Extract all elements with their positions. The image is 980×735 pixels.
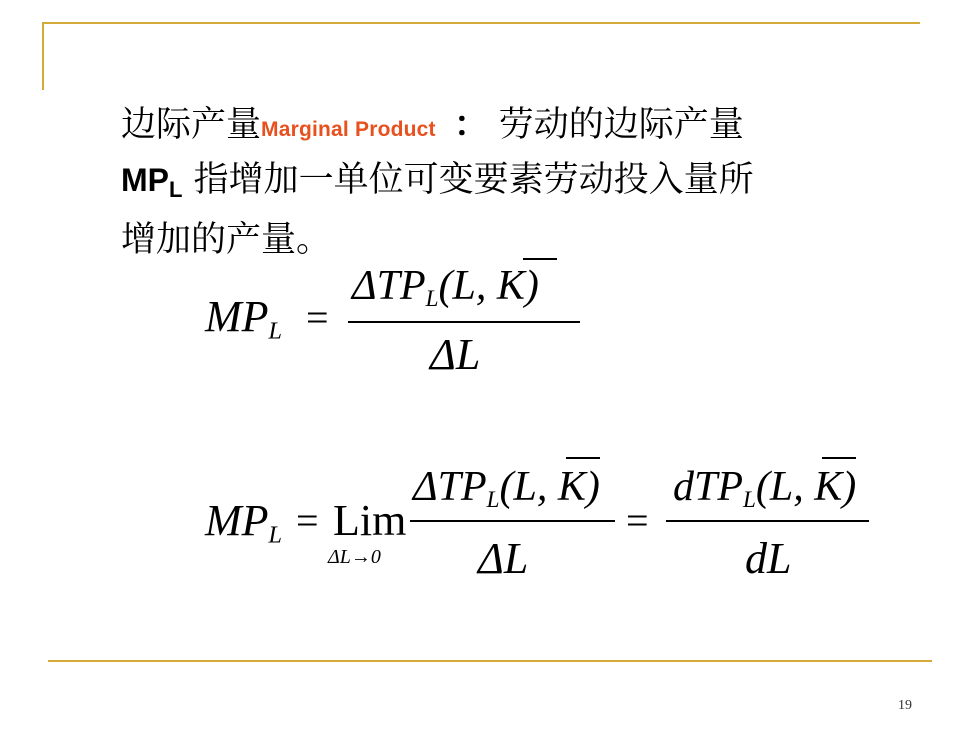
formula2-lim-subscript: ΔL→0 — [328, 546, 381, 568]
definition-line-3: 增加的产量。 — [121, 220, 332, 260]
mp-label: $MP_L$ — [121, 162, 183, 202]
formula2-lim: Lim — [333, 496, 407, 545]
formula2-fraction-line-1 — [410, 520, 615, 522]
formula1-lhs: $MP_L$ — [205, 292, 282, 345]
formula2-k-overbar-2 — [822, 457, 856, 459]
frame-top-rule — [42, 22, 920, 24]
line1-rest: 劳动的边际产量 — [498, 105, 744, 145]
definition-line-1 — [121, 100, 921, 155]
title-en: Marginal Product — [261, 118, 436, 141]
definition-text — [121, 100, 921, 265]
formula2-denominator-2: dL — [745, 534, 792, 583]
formula2-numerator-2: dTP$_L$(L, K) — [673, 464, 857, 512]
page-number: 19 — [898, 698, 912, 713]
frame-left-rule — [42, 22, 44, 90]
formula2-numerator-1: $\Delta TP_L(L$, K) — [413, 464, 600, 512]
formula2-fraction-line-2 — [666, 520, 869, 522]
definition-line-2 — [121, 155, 921, 215]
formula2-k-overbar-1 — [566, 457, 600, 459]
frame-bottom-rule — [48, 660, 932, 662]
formula2-denominator-1: ΔL — [478, 534, 529, 583]
title-cn: 边际产量 — [121, 105, 262, 145]
formula2-eq: = — [296, 498, 319, 543]
formula2-eq-2: = — [626, 498, 649, 543]
formula2-lhs: $MP_L$ — [205, 496, 282, 549]
formula1-eq: = — [306, 295, 329, 340]
line2-rest: 指增加一单位可变要素劳动投入量所 — [182, 160, 754, 200]
formula1-k-overbar — [523, 258, 557, 260]
formula1-fraction-line — [348, 321, 580, 323]
formula1-numerator: $\Delta TP_L(L$, K) — [352, 263, 539, 311]
formula1-denominator: ΔL — [430, 330, 481, 379]
title-colon: ： — [453, 105, 489, 145]
